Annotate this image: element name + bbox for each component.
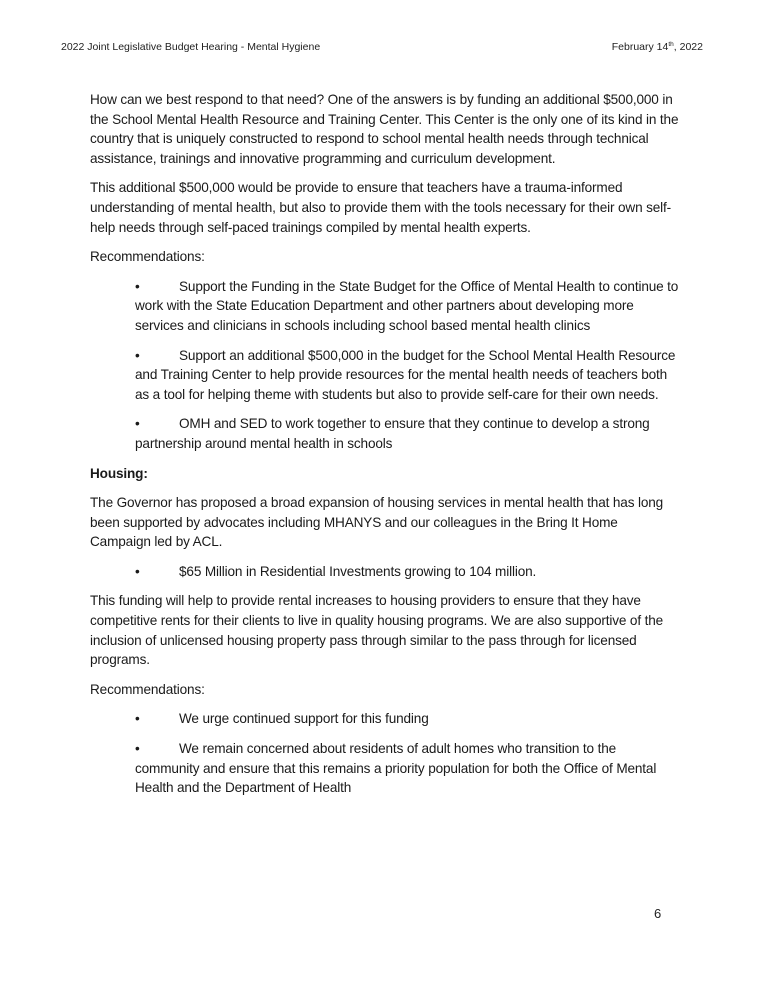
list-item	[135, 709, 680, 729]
bullet-icon: •	[135, 711, 140, 727]
header-title: 2022 Joint Legislative Budget Hearing - Mental Hygiene	[61, 41, 321, 53]
header-date-day: February 14	[611, 41, 669, 53]
page-number: 6	[654, 906, 662, 921]
bullet-icon: •	[135, 278, 140, 294]
list-item	[135, 562, 680, 582]
list-item-text: OMH and SED to work together to ensure that they continue to develop a strong partnership around mental health in schools	[135, 416, 650, 451]
bullet-icon: •	[135, 563, 140, 579]
section-heading-housing: Housing:	[90, 465, 148, 481]
list-item	[135, 739, 680, 798]
list-item	[135, 346, 680, 405]
paragraph-rental-increases: This funding will help to provide rental increases to housing providers to ensure that they have competitive rents for their clients to live in quality housing programs. We are also supportive of the inclusion of unlicensed housing property pass through similar to the pass through for licensed programs.	[90, 593, 664, 668]
list-item-text: $65 Million in Residential Investments growing to 104 million.	[179, 563, 537, 579]
paragraph-housing-expansion: The Governor has proposed a broad expansion of housing services in mental health that has long been supported by advocates including MHANYS and our colleagues in the Bring It Home Campaign led by ACL.	[90, 495, 664, 550]
page-header	[60, 41, 703, 57]
paragraph-school-center-funding: How can we best respond to that need? One of the answers is by funding an additional $500,000 in the School Mental Health Resource and Training Center. This Center is the only one of its kind in the country that is uniquely constructed to respond to school mental health needs through technical assistance, trainings and innovative programming and curriculum development.	[90, 92, 679, 166]
bullet-icon: •	[135, 416, 140, 432]
recommendations-label: Recommendations:	[90, 681, 205, 697]
list-item-text: Support an additional $500,000 in the budget for the School Mental Health Resource and Training Center to help provide resources for the mental health needs of teachers both as a tool for helping theme with students but also to provide self-care for their own needs.	[135, 347, 676, 402]
bullet-icon: •	[135, 347, 140, 363]
list-item-text: We urge continued support for this funding	[179, 711, 429, 727]
header-date	[612, 41, 703, 53]
header-date-year: , 2022	[673, 41, 703, 53]
list-item-text: We remain concerned about residents of adult homes who transition to the community and ensure that this remains a priority population for both the Office of Mental Health and the Department of Health	[135, 741, 657, 796]
header-date-ordinal: th	[668, 41, 674, 48]
list-item	[135, 277, 680, 336]
list-item	[135, 414, 680, 453]
recommendations-label: Recommendations:	[90, 249, 205, 265]
bullet-icon: •	[135, 741, 140, 757]
list-item-text: Support the Funding in the State Budget for the Office of Mental Health to continue to work with the State Education Department and other partners about developing more services and clinicians in schools including school based mental health clinics	[135, 278, 679, 333]
paragraph-teacher-training: This additional $500,000 would be provide to ensure that teachers have a trauma-informed understanding of mental health, but also to provide them with the tools necessary for their own self-help needs through self-paced trainings compiled by mental health experts.	[90, 180, 672, 235]
document-body	[90, 90, 680, 808]
